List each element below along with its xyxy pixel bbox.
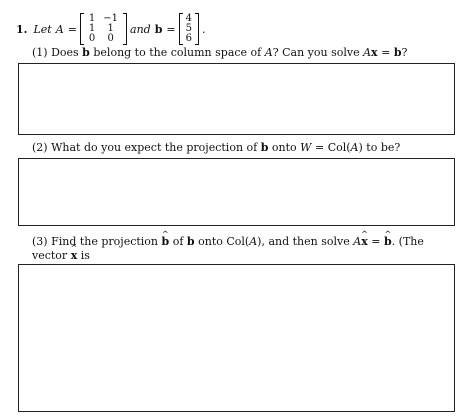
heading-period: . (202, 22, 206, 36)
q3-text: is (77, 249, 90, 262)
q2-text: onto (268, 141, 301, 154)
q2-text: (2) What do you expect the projection of (32, 141, 261, 154)
answer-box-1[interactable] (18, 63, 455, 135)
matrix-a-cell: 1 (107, 23, 114, 34)
q3-b: b (186, 235, 195, 248)
vector-b-symbol: b (154, 22, 163, 36)
vector-b-cell: 6 (185, 33, 193, 44)
q3-text: . (The vector (32, 235, 424, 262)
q3-b-hat: ^ b (384, 235, 392, 249)
q2-b: b (260, 141, 269, 154)
q2-text: = Col( (311, 141, 351, 154)
vector-b-cell: 4 (185, 13, 193, 24)
q3-x-hat: ^ x (361, 235, 368, 249)
question-2 (32, 141, 400, 154)
matrix-a-cell: 0 (88, 33, 96, 44)
answer-box-2[interactable] (18, 158, 455, 226)
q1-x: x (371, 46, 378, 59)
q3-x-hat: ^ x (71, 249, 78, 263)
q3-text: onto Col( (194, 235, 250, 248)
q1-b: b (393, 46, 402, 59)
q3-text: = (367, 235, 384, 248)
vector-b (179, 14, 199, 44)
q1-text: = (377, 46, 394, 59)
q1-a: A (264, 46, 273, 59)
q2-w: W (300, 141, 312, 154)
q1-a: A (363, 46, 372, 59)
matrix-a-cell: 1 (88, 23, 96, 34)
problem-heading (16, 14, 206, 44)
matrix-a-cell: 0 (107, 33, 114, 44)
q2-a: A (350, 141, 359, 154)
q3-a: A (249, 235, 258, 248)
q1-text: (1) Does (32, 46, 83, 59)
equals-sign: = (67, 22, 77, 36)
matrix-a-symbol: A (55, 22, 64, 36)
q3-text: (3) Find the projection (32, 235, 162, 248)
q3-text: of (169, 235, 187, 248)
equals-sign: = (166, 22, 176, 36)
question-1 (32, 46, 407, 59)
q3-text: ), and then solve (257, 235, 354, 248)
matrix-a-cell: −1 (103, 13, 119, 24)
q1-text: ? (401, 46, 408, 59)
q3-line-1 (32, 235, 424, 262)
vector-b-cell: 5 (185, 23, 193, 34)
let-word: Let (33, 22, 52, 36)
q1-b: b (82, 46, 90, 59)
answer-box-3[interactable] (18, 264, 455, 412)
q3-b-hat: ^ b (162, 235, 170, 249)
problem-number: 1. (16, 22, 28, 36)
matrix-a-cell: 1 (88, 13, 96, 24)
q1-text: belong to the column space of (89, 46, 265, 59)
q2-text: ) to be? (358, 141, 401, 154)
q3-a: A (353, 235, 362, 248)
q1-text: ? Can you solve (272, 46, 364, 59)
and-word: and (130, 22, 151, 36)
matrix-a (80, 14, 127, 44)
